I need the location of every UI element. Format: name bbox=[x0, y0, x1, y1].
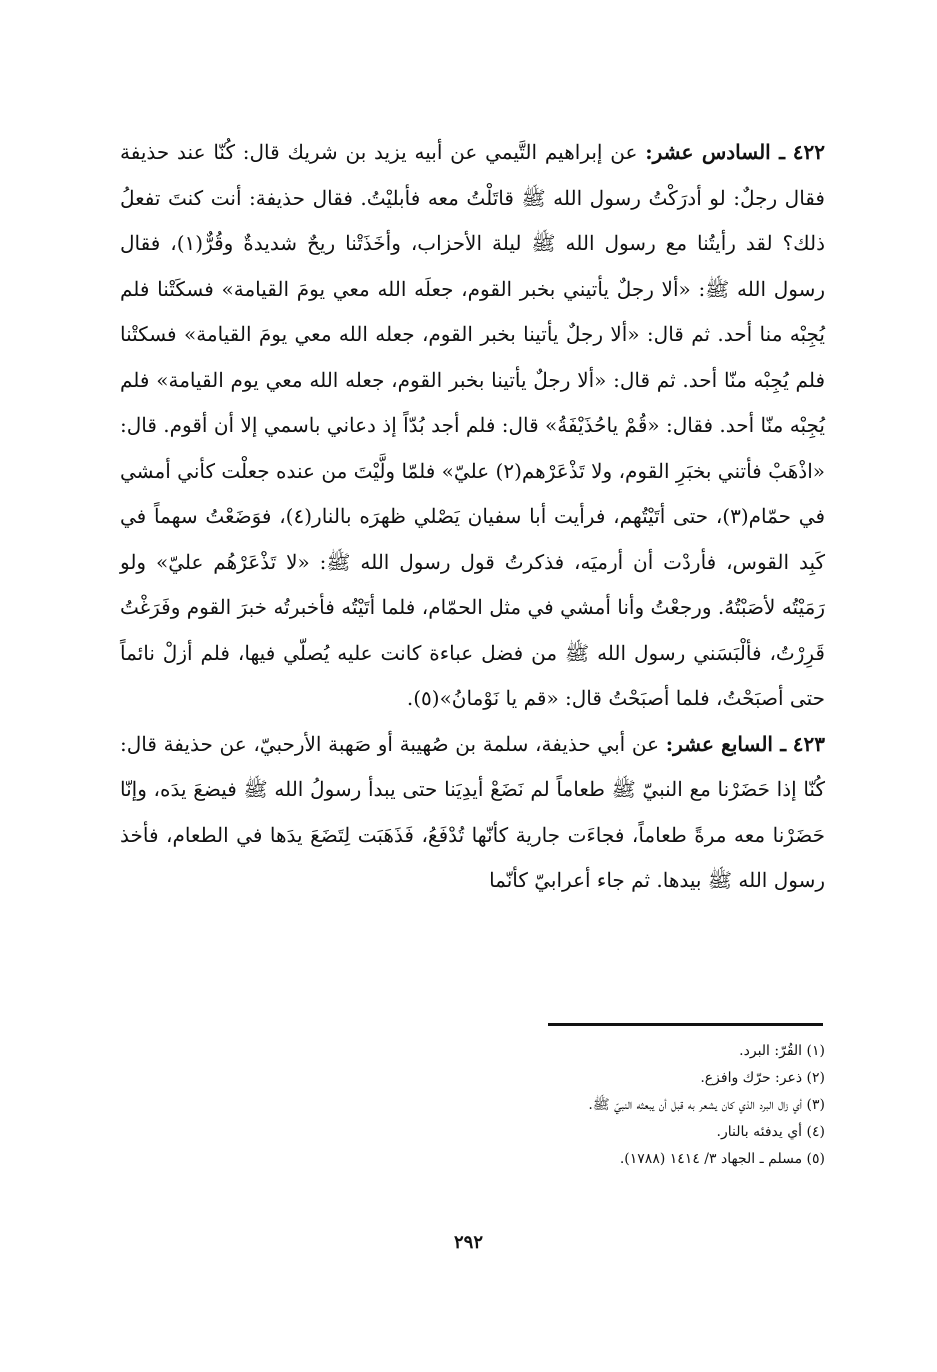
hadith-422-heading: ـ السادس عشر: bbox=[645, 140, 785, 164]
hadith-423-paragraph bbox=[120, 722, 825, 904]
page-number: ٢٩٢ bbox=[453, 1232, 483, 1253]
hadith-423-text: عن أبي حذيفة، سلمة بن صُهيبة أو صَهبة الأرحبيّ، عن حذيفة قال: كُنّا إذا حَضَرْنا مع النبيّ ﷺ طعاماً لم نَضَعْ أيدِيَنا حتى يبدأ رسولُ الله ﷺ فيضعَ يدَه، وإنّا حَضَرْنا معه مرةً طعاماً، فجاءَت جارية كأنّها تُدْفَعُ، فَذَهَبَت لِتَضَعَ يدَها في الطعام، فأخذ رسول الله ﷺ بيدها. ثم جاء أعرابيّ كأنّما bbox=[120, 731, 825, 892]
footnote-2: (٢) ذعر: حرّك وافزع. bbox=[700, 1070, 825, 1086]
hadith-422-paragraph bbox=[120, 130, 825, 722]
hadith-423-number: ٤٢٣ bbox=[792, 731, 826, 756]
hadith-422-text: عن إبراهيم التَّيمي عن أبيه يزيد بن شريك قال: كُنّا عند حذيفة فقال رجلٌ: لو أدرَكْتُ رسول الله ﷺ قاتَلْتُ معه فأبليْتُ. فقال حذيفة: أنت كنتَ تفعلُ ذلك؟ لقد رأيتُنا مع رسول الله ﷺ ليلة الأحزاب، وأخَذَتْنا ريحٌ شديدةٌ وقُرٌّ(١)، فقال رسول الله ﷺ: «ألا رجلٌ يأتيني بخبر القوم، جعلَه الله معي يومَ القيامة» فسكَتْنا فلم يُجِبْه منا أحد. ثم قال: «ألا رجلٌ يأتينا بخبر القوم، جعله الله معي يومَ القيامة» فسكتْنا فلم يُجِبْه منّا أحد. ثم قال: «ألا رجلٌ يأتينا بخبر القوم، جعله الله معي يوم القيامة» فلم يُجِبْه منّا أحد. فقال: «قُمْ ياحُذَيْفَةُ» قال: فلم أجد بُدّاً إذ دعاني باسمي إلا أن أقوم. قال: «اذْهَبْ فأتني بخبَرِ القوم، ولا تَذْعَرْهم(٢) عليّ» فلمّا ولَّيْتَ من عنده جعلْت كأني أمشي في حمّام(٣)، حتى أتَيْتُهم، فرأيت أبا سفيان يَصْلي ظهرَه بالنار(٤)، فوَضَعْتُ سهماً في كَبِد القوس، فأردْت أن أرميَه، فذكرتُ قول رسول الله ﷺ: «لا تَذْعَرْهُم عليّ» ولو رَمَيْتُه لأصَبْتُهُ. ورجعْتُ وأنا أمشي في مثل الحمّام، فلما أتَيْتُه فأخبرتُه خبرَ القوم وفَرَغْتُ قَرِرْتُ، فألْبَسَني رسول الله ﷺ من فضل عباءة كانت عليه يُصلّي فيها، فلم أزلْ نائماً حتى أصبَحْتُ، فلما أصبَحْتُ قال: «قم يا نَوْمانُ»(٥). bbox=[120, 140, 826, 710]
main-text bbox=[120, 130, 825, 904]
footnote-1: (١) القُرّ: البرد. bbox=[739, 1043, 825, 1059]
footnotes bbox=[120, 1038, 825, 1173]
footnote-4: (٤) أي يدفئه بالنار. bbox=[716, 1124, 825, 1140]
footnote-5: (٥) مسلم ـ الجهاد ٣/ ١٤١٤ (١٧٨٨). bbox=[619, 1151, 825, 1167]
hadith-423-heading: ـ السابع عشر: bbox=[665, 731, 787, 756]
footnote-divider bbox=[548, 1023, 823, 1026]
hadith-422-number: ٤٢٢ bbox=[792, 140, 826, 164]
footnote-3: (٣) أي زال البرد الذي كان يشعر به قبل أن يبعثه النبيّ ﷺ. bbox=[588, 1097, 825, 1113]
